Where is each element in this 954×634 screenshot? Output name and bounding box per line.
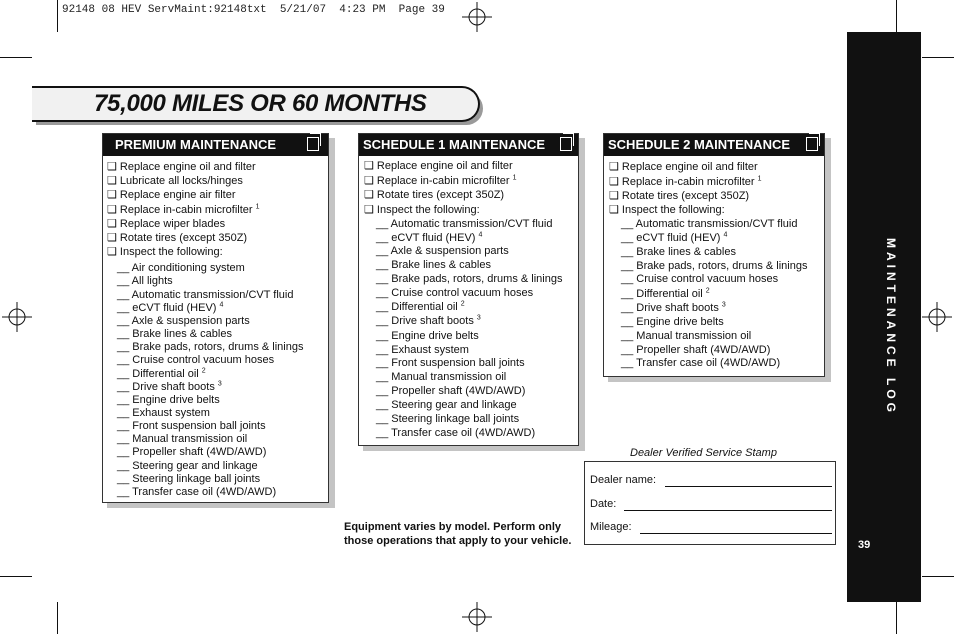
crop-mark bbox=[0, 57, 32, 58]
note-line: Equipment varies by model. Perform only bbox=[344, 521, 561, 533]
stamp-label: Dealer Verified Service Stamp bbox=[630, 447, 777, 459]
premium-heading: PREMIUM MAINTENANCE bbox=[115, 137, 277, 152]
crop-mark bbox=[922, 57, 954, 58]
inspection-item: __ Brake lines & cables bbox=[117, 328, 232, 340]
inspection-item: __ Propeller shaft (4WD/AWD) bbox=[117, 446, 267, 458]
inspection-item: __ Brake pads, rotors, drums & linings bbox=[117, 341, 304, 353]
print-slug: 92148 08 HEV ServMaint:92148txt 5/21/07 4:23 PM Page 39 bbox=[62, 4, 445, 16]
footnote-ref: 3 bbox=[217, 380, 222, 388]
inspection-item bbox=[117, 381, 222, 394]
inspection-item: __ Engine drive belts bbox=[621, 316, 724, 328]
checklist-item: ❑ Inspect the following: bbox=[364, 204, 480, 216]
checklist-item: ❑ Replace engine oil and filter bbox=[364, 160, 513, 172]
item-text: __ eCVT fluid (HEV) bbox=[621, 232, 721, 244]
inspection-item: __ Steering gear and linkage bbox=[117, 460, 258, 472]
page-title: 75,000 MILES OR 60 MONTHS bbox=[94, 90, 427, 117]
inspection-item: __ Engine drive belts bbox=[376, 330, 479, 342]
checklist-item: ❑ Replace engine air filter bbox=[107, 189, 236, 201]
schedule1-heading: SCHEDULE 1 MAINTENANCE bbox=[363, 137, 546, 152]
checklist-item: ❑ Inspect the following: bbox=[107, 246, 223, 258]
inspection-item: __ Engine drive belts bbox=[117, 394, 220, 406]
registration-mark-icon bbox=[922, 302, 952, 332]
inspection-item bbox=[117, 302, 223, 315]
footnote-ref: 3 bbox=[721, 301, 726, 309]
inspection-item: __ Cruise control vacuum hoses bbox=[376, 287, 534, 299]
crop-mark bbox=[57, 602, 58, 634]
inspection-item: __ Brake pads, rotors, drums & linings bbox=[376, 273, 563, 285]
inspection-item: __ Front suspension ball joints bbox=[376, 357, 525, 369]
crop-mark bbox=[57, 0, 58, 32]
registration-mark-icon bbox=[462, 2, 492, 32]
inspection-item bbox=[621, 288, 710, 301]
inspection-item bbox=[621, 232, 727, 245]
item-text: __ eCVT fluid (HEV) bbox=[117, 302, 217, 314]
inspection-item: __ Manual transmission oil bbox=[376, 371, 507, 383]
checklist-item bbox=[107, 204, 260, 217]
crop-mark bbox=[896, 602, 897, 634]
dealer-name-line[interactable] bbox=[665, 486, 832, 487]
checklist-icon bbox=[560, 137, 572, 151]
inspection-item: __ Automatic transmission/CVT fluid bbox=[117, 289, 294, 301]
inspection-item: __ Brake lines & cables bbox=[376, 259, 491, 271]
inspection-item: __ Brake lines & cables bbox=[621, 246, 736, 258]
crop-mark bbox=[896, 0, 897, 32]
checklist-item: ❑ Replace engine oil and filter bbox=[609, 161, 758, 173]
inspection-item: __ Transfer case oil (4WD/AWD) bbox=[117, 486, 277, 498]
checklist-item: ❑ Rotate tires (except 350Z) bbox=[609, 190, 750, 202]
item-text: __ Differential oil bbox=[621, 288, 703, 300]
registration-mark-icon bbox=[462, 602, 492, 632]
inspection-item: __ Propeller shaft (4WD/AWD) bbox=[376, 385, 526, 397]
checklist-item: ❑ Inspect the following: bbox=[609, 204, 725, 216]
inspection-item: __ Brake pads, rotors, drums & linings bbox=[621, 260, 808, 272]
item-text: __ Drive shaft boots bbox=[376, 315, 474, 327]
schedule2-heading: SCHEDULE 2 MAINTENANCE bbox=[608, 137, 791, 152]
inspection-item: __ Transfer case oil (4WD/AWD) bbox=[376, 427, 536, 439]
inspection-item: __ Cruise control vacuum hoses bbox=[621, 273, 779, 285]
item-text: __ Drive shaft boots bbox=[621, 302, 719, 314]
item-text: __ Differential oil bbox=[117, 368, 199, 380]
date-line[interactable] bbox=[624, 510, 832, 511]
checklist-item: ❑ Rotate tires (except 350Z) bbox=[364, 189, 505, 201]
checklist-item: ❑ Rotate tires (except 350Z) bbox=[107, 232, 248, 244]
crop-mark bbox=[922, 576, 954, 577]
inspection-item: __ Manual transmission oil bbox=[117, 433, 248, 445]
footnote-ref: 3 bbox=[476, 314, 481, 322]
crop-mark bbox=[0, 576, 32, 577]
inspection-item: __ Front suspension ball joints bbox=[117, 420, 266, 432]
footnote-ref: 2 bbox=[201, 367, 206, 375]
inspection-item: __ Steering linkage ball joints bbox=[117, 473, 261, 485]
inspection-item: __ Manual transmission oil bbox=[621, 330, 752, 342]
inspection-item: __ All lights bbox=[117, 275, 173, 287]
item-text: ❑ Replace in-cabin microfilter bbox=[364, 175, 510, 187]
footnote-ref: 1 bbox=[512, 174, 517, 182]
footnote-ref: 2 bbox=[460, 300, 465, 308]
footnote-ref: 4 bbox=[219, 301, 224, 309]
checklist-item bbox=[364, 175, 517, 188]
footnote-ref: 1 bbox=[757, 175, 762, 183]
inspection-item bbox=[621, 302, 726, 315]
item-text: ❑ Replace in-cabin microfilter bbox=[107, 204, 253, 216]
footnote-ref: 4 bbox=[478, 231, 483, 239]
inspection-item: __ Automatic transmission/CVT fluid bbox=[376, 218, 553, 230]
date-label: Date: bbox=[590, 498, 617, 510]
checklist-item: ❑ Replace engine oil and filter bbox=[107, 161, 256, 173]
inspection-item: __ Automatic transmission/CVT fluid bbox=[621, 218, 798, 230]
inspection-item: __ Steering gear and linkage bbox=[376, 399, 517, 411]
inspection-item: __ Air conditioning system bbox=[117, 262, 245, 274]
checklist-icon bbox=[806, 137, 818, 151]
inspection-item bbox=[376, 301, 465, 314]
footnote-ref: 4 bbox=[723, 231, 728, 239]
registration-mark-icon bbox=[2, 302, 32, 332]
sidebar-label: MAINTENANCE LOG bbox=[884, 238, 898, 416]
inspection-item: __ Propeller shaft (4WD/AWD) bbox=[621, 344, 771, 356]
footnote-ref: 2 bbox=[705, 287, 710, 295]
box-heading bbox=[359, 134, 578, 156]
inspection-item: __ Transfer case oil (4WD/AWD) bbox=[621, 357, 781, 369]
inspection-item: __ Exhaust system bbox=[117, 407, 210, 419]
checklist-item bbox=[609, 176, 762, 189]
inspection-item: __ Exhaust system bbox=[376, 344, 469, 356]
dealer-name-label: Dealer name: bbox=[590, 474, 657, 486]
inspection-item: __ Axle & suspension parts bbox=[117, 315, 250, 327]
inspection-item: __ Axle & suspension parts bbox=[376, 245, 509, 257]
checklist-item: ❑ Lubricate all locks/hinges bbox=[107, 175, 243, 187]
note-line: those operations that apply to your vehicle. bbox=[344, 535, 572, 547]
page-number: 39 bbox=[858, 539, 871, 551]
inspection-item bbox=[376, 315, 481, 328]
inspection-item bbox=[376, 232, 482, 245]
inspection-item bbox=[117, 368, 206, 381]
mileage-line[interactable] bbox=[640, 533, 832, 534]
box-heading bbox=[103, 134, 328, 156]
item-text: __ Drive shaft boots bbox=[117, 381, 215, 393]
checklist-item: ❑ Replace wiper blades bbox=[107, 218, 226, 230]
footnote-ref: 1 bbox=[255, 203, 260, 211]
item-text: __ Differential oil bbox=[376, 301, 458, 313]
equipment-note bbox=[344, 520, 571, 548]
inspection-item: __ Cruise control vacuum hoses bbox=[117, 354, 275, 366]
checklist-icon bbox=[307, 137, 319, 151]
mileage-label: Mileage: bbox=[590, 521, 632, 533]
inspection-item: __ Steering linkage ball joints bbox=[376, 413, 520, 425]
box-heading bbox=[604, 134, 824, 156]
item-text: __ eCVT fluid (HEV) bbox=[376, 232, 476, 244]
item-text: ❑ Replace in-cabin microfilter bbox=[609, 176, 755, 188]
